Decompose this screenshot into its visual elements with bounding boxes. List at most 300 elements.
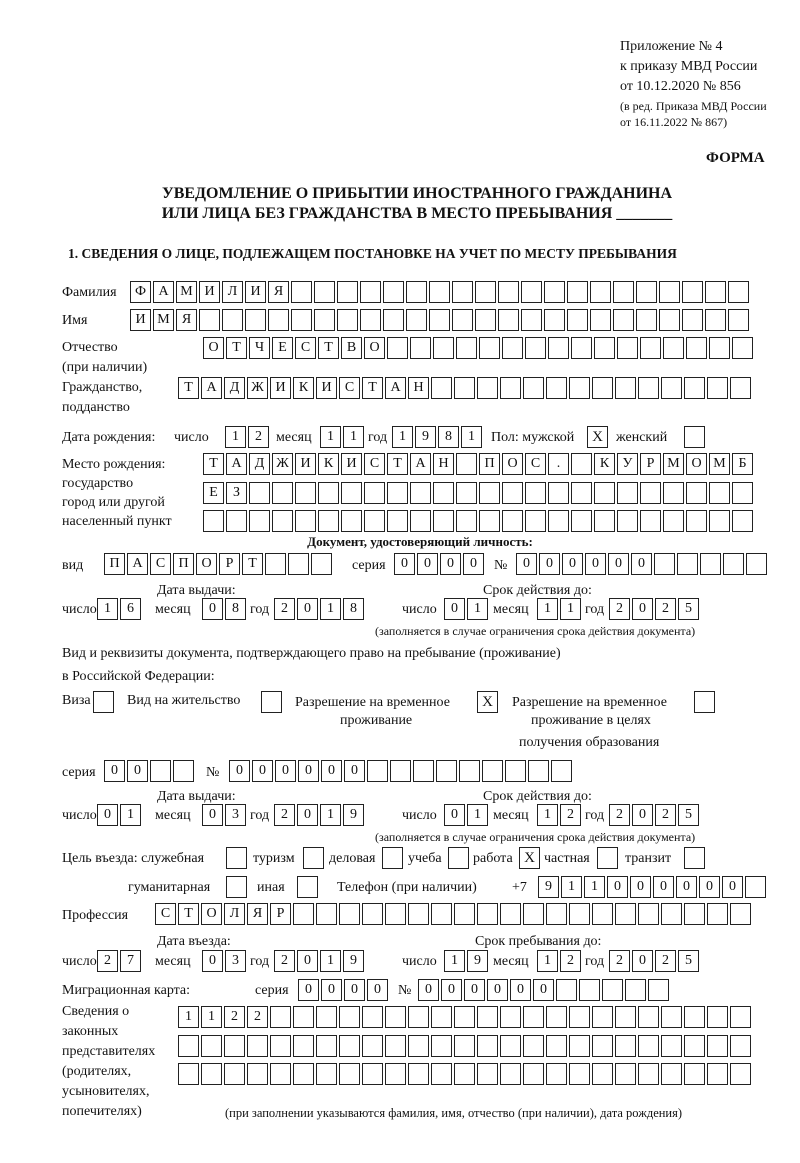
char-cell[interactable]: 0 [464, 979, 485, 1001]
char-cell[interactable]: П [173, 553, 194, 575]
char-cell[interactable]: 0 [699, 876, 720, 898]
char-cell[interactable] [521, 281, 542, 303]
char-cell[interactable] [707, 1035, 728, 1057]
char-cell[interactable] [410, 337, 431, 359]
char-cell[interactable]: С [155, 903, 176, 925]
surname-field[interactable] [130, 281, 751, 303]
purpose-other-checkbox[interactable] [297, 876, 318, 898]
char-cell[interactable]: 0 [533, 979, 554, 1001]
char-cell[interactable] [385, 903, 406, 925]
char-cell[interactable]: 1 [537, 598, 558, 620]
char-cell[interactable]: Ж [247, 377, 268, 399]
char-cell[interactable]: Д [224, 377, 245, 399]
char-cell[interactable]: Р [640, 453, 661, 475]
char-cell[interactable] [684, 1063, 705, 1085]
char-cell[interactable] [705, 309, 726, 331]
char-cell[interactable]: М [663, 453, 684, 475]
char-cell[interactable]: 0 [344, 760, 365, 782]
char-cell[interactable] [454, 1006, 475, 1028]
char-cell[interactable]: 2 [274, 598, 295, 620]
char-cell[interactable]: А [153, 281, 174, 303]
char-cell[interactable] [316, 1035, 337, 1057]
char-cell[interactable] [456, 482, 477, 504]
char-cell[interactable] [339, 1035, 360, 1057]
char-cell[interactable]: 0 [104, 760, 125, 782]
char-cell[interactable]: 1 [560, 598, 581, 620]
char-cell[interactable] [502, 337, 523, 359]
char-cell[interactable] [456, 337, 477, 359]
char-cell[interactable] [502, 510, 523, 532]
pob-row2-field[interactable] [203, 482, 755, 504]
doc-issue-month-field[interactable] [202, 598, 248, 620]
char-cell[interactable] [408, 903, 429, 925]
char-cell[interactable]: 2 [274, 950, 295, 972]
char-cell[interactable] [682, 309, 703, 331]
char-cell[interactable]: 1 [320, 950, 341, 972]
char-cell[interactable]: С [295, 337, 316, 359]
char-cell[interactable] [339, 1063, 360, 1085]
char-cell[interactable] [203, 510, 224, 532]
char-cell[interactable]: 0 [127, 760, 148, 782]
char-cell[interactable] [477, 1006, 498, 1028]
char-cell[interactable]: 0 [298, 979, 319, 1001]
char-cell[interactable]: 2 [655, 598, 676, 620]
char-cell[interactable] [709, 337, 730, 359]
patronymic-field[interactable] [203, 337, 755, 359]
char-cell[interactable]: 9 [343, 950, 364, 972]
char-cell[interactable]: 0 [298, 760, 319, 782]
char-cell[interactable] [454, 903, 475, 925]
char-cell[interactable] [224, 1035, 245, 1057]
char-cell[interactable] [571, 453, 592, 475]
char-cell[interactable] [360, 281, 381, 303]
char-cell[interactable] [387, 337, 408, 359]
char-cell[interactable] [648, 979, 669, 1001]
dob-year-field[interactable] [392, 426, 484, 448]
char-cell[interactable] [590, 309, 611, 331]
char-cell[interactable] [707, 1006, 728, 1028]
char-cell[interactable] [602, 979, 623, 1001]
char-cell[interactable]: 0 [676, 876, 697, 898]
char-cell[interactable]: 0 [202, 804, 223, 826]
char-cell[interactable] [268, 309, 289, 331]
char-cell[interactable] [730, 1035, 751, 1057]
char-cell[interactable] [686, 337, 707, 359]
char-cell[interactable] [505, 760, 526, 782]
char-cell[interactable] [385, 1063, 406, 1085]
char-cell[interactable] [638, 1035, 659, 1057]
residence-checkbox[interactable] [261, 691, 282, 713]
char-cell[interactable]: О [203, 337, 224, 359]
char-cell[interactable] [684, 377, 705, 399]
char-cell[interactable] [385, 1006, 406, 1028]
char-cell[interactable]: 1 [584, 876, 605, 898]
char-cell[interactable] [291, 281, 312, 303]
char-cell[interactable] [295, 482, 316, 504]
char-cell[interactable] [475, 281, 496, 303]
purpose-humanitarian-checkbox[interactable] [226, 876, 247, 898]
char-cell[interactable] [150, 760, 171, 782]
char-cell[interactable] [500, 903, 521, 925]
dob-day-field[interactable] [225, 426, 271, 448]
char-cell[interactable] [684, 1006, 705, 1028]
char-cell[interactable]: Л [222, 281, 243, 303]
char-cell[interactable]: 0 [394, 553, 415, 575]
char-cell[interactable] [433, 510, 454, 532]
purpose-tourism-checkbox[interactable] [303, 847, 324, 869]
char-cell[interactable] [431, 1063, 452, 1085]
char-cell[interactable] [270, 1063, 291, 1085]
char-cell[interactable] [316, 1063, 337, 1085]
dob-month-field[interactable] [320, 426, 366, 448]
char-cell[interactable] [594, 482, 615, 504]
char-cell[interactable]: 0 [463, 553, 484, 575]
char-cell[interactable] [454, 1063, 475, 1085]
char-cell[interactable]: 0 [321, 760, 342, 782]
char-cell[interactable] [452, 309, 473, 331]
reps-row3-field[interactable] [178, 1063, 753, 1085]
right-valid-day-field[interactable] [444, 804, 490, 826]
char-cell[interactable]: Н [408, 377, 429, 399]
entry-month-field[interactable] [202, 950, 248, 972]
char-cell[interactable] [705, 281, 726, 303]
char-cell[interactable]: С [150, 553, 171, 575]
char-cell[interactable] [272, 482, 293, 504]
char-cell[interactable] [364, 482, 385, 504]
char-cell[interactable]: К [293, 377, 314, 399]
stay-day-field[interactable] [444, 950, 490, 972]
char-cell[interactable] [431, 377, 452, 399]
char-cell[interactable] [502, 482, 523, 504]
char-cell[interactable]: М [176, 281, 197, 303]
char-cell[interactable] [556, 979, 577, 1001]
char-cell[interactable]: 2 [560, 804, 581, 826]
char-cell[interactable]: 1 [444, 950, 465, 972]
char-cell[interactable] [617, 482, 638, 504]
char-cell[interactable] [293, 903, 314, 925]
char-cell[interactable] [638, 1063, 659, 1085]
char-cell[interactable] [249, 482, 270, 504]
char-cell[interactable]: Т [242, 553, 263, 575]
char-cell[interactable]: 5 [678, 598, 699, 620]
char-cell[interactable] [247, 1035, 268, 1057]
char-cell[interactable]: 0 [97, 804, 118, 826]
char-cell[interactable] [406, 309, 427, 331]
char-cell[interactable] [613, 309, 634, 331]
char-cell[interactable] [615, 1006, 636, 1028]
char-cell[interactable]: О [686, 453, 707, 475]
stay-month-field[interactable] [537, 950, 583, 972]
char-cell[interactable]: 0 [653, 876, 674, 898]
pob-row1-field[interactable] [203, 453, 755, 475]
doc-valid-month-field[interactable] [537, 598, 583, 620]
visa-checkbox[interactable] [93, 691, 114, 713]
doc-issue-year-field[interactable] [274, 598, 366, 620]
char-cell[interactable]: Д [249, 453, 270, 475]
char-cell[interactable]: . [548, 453, 569, 475]
char-cell[interactable] [265, 553, 286, 575]
char-cell[interactable] [311, 553, 332, 575]
char-cell[interactable] [677, 553, 698, 575]
char-cell[interactable]: 0 [539, 553, 560, 575]
doc-number-field[interactable] [516, 553, 769, 575]
char-cell[interactable] [638, 1006, 659, 1028]
char-cell[interactable]: 1 [392, 426, 413, 448]
doc-issue-day-field[interactable] [97, 598, 143, 620]
char-cell[interactable]: О [364, 337, 385, 359]
char-cell[interactable] [270, 1006, 291, 1028]
char-cell[interactable]: 0 [418, 979, 439, 1001]
char-cell[interactable] [709, 510, 730, 532]
char-cell[interactable] [682, 281, 703, 303]
char-cell[interactable]: М [153, 309, 174, 331]
char-cell[interactable] [732, 482, 753, 504]
purpose-business-checkbox[interactable] [382, 847, 403, 869]
char-cell[interactable]: 9 [467, 950, 488, 972]
char-cell[interactable] [477, 1063, 498, 1085]
char-cell[interactable]: О [502, 453, 523, 475]
char-cell[interactable] [728, 281, 749, 303]
char-cell[interactable] [661, 1035, 682, 1057]
char-cell[interactable]: 1 [320, 804, 341, 826]
char-cell[interactable]: 0 [252, 760, 273, 782]
char-cell[interactable]: 2 [655, 950, 676, 972]
entry-day-field[interactable] [97, 950, 143, 972]
char-cell[interactable] [569, 1063, 590, 1085]
char-cell[interactable] [408, 1063, 429, 1085]
char-cell[interactable] [454, 377, 475, 399]
char-cell[interactable]: 2 [609, 598, 630, 620]
char-cell[interactable]: Я [247, 903, 268, 925]
char-cell[interactable] [270, 1035, 291, 1057]
char-cell[interactable]: А [201, 377, 222, 399]
char-cell[interactable] [707, 903, 728, 925]
doc-kind-field[interactable] [104, 553, 334, 575]
char-cell[interactable]: Р [219, 553, 240, 575]
char-cell[interactable]: М [709, 453, 730, 475]
char-cell[interactable] [456, 510, 477, 532]
char-cell[interactable]: Я [176, 309, 197, 331]
char-cell[interactable]: 2 [224, 1006, 245, 1028]
char-cell[interactable]: Т [362, 377, 383, 399]
char-cell[interactable] [500, 1006, 521, 1028]
char-cell[interactable]: 1 [537, 804, 558, 826]
char-cell[interactable]: 1 [178, 1006, 199, 1028]
char-cell[interactable] [525, 482, 546, 504]
char-cell[interactable]: 3 [225, 804, 246, 826]
char-cell[interactable]: 0 [367, 979, 388, 1001]
char-cell[interactable] [707, 1063, 728, 1085]
char-cell[interactable] [201, 1063, 222, 1085]
char-cell[interactable]: 9 [343, 804, 364, 826]
char-cell[interactable] [433, 337, 454, 359]
char-cell[interactable] [654, 553, 675, 575]
char-cell[interactable] [686, 482, 707, 504]
char-cell[interactable] [638, 903, 659, 925]
char-cell[interactable] [732, 510, 753, 532]
char-cell[interactable]: С [525, 453, 546, 475]
char-cell[interactable] [479, 510, 500, 532]
char-cell[interactable] [709, 482, 730, 504]
char-cell[interactable]: А [410, 453, 431, 475]
char-cell[interactable] [431, 903, 452, 925]
char-cell[interactable] [548, 510, 569, 532]
char-cell[interactable] [730, 377, 751, 399]
char-cell[interactable]: 1 [97, 598, 118, 620]
char-cell[interactable]: 0 [297, 804, 318, 826]
char-cell[interactable]: 9 [538, 876, 559, 898]
char-cell[interactable] [567, 281, 588, 303]
char-cell[interactable]: И [316, 377, 337, 399]
char-cell[interactable] [477, 903, 498, 925]
char-cell[interactable] [659, 309, 680, 331]
char-cell[interactable] [362, 903, 383, 925]
char-cell[interactable]: 8 [438, 426, 459, 448]
char-cell[interactable]: И [295, 453, 316, 475]
char-cell[interactable]: А [226, 453, 247, 475]
char-cell[interactable]: Т [203, 453, 224, 475]
char-cell[interactable] [316, 1006, 337, 1028]
char-cell[interactable] [362, 1063, 383, 1085]
reps-row1-field[interactable] [178, 1006, 753, 1028]
char-cell[interactable]: Т [178, 903, 199, 925]
purpose-transit-checkbox[interactable] [684, 847, 705, 869]
char-cell[interactable]: И [270, 377, 291, 399]
char-cell[interactable]: 1 [225, 426, 246, 448]
char-cell[interactable] [615, 903, 636, 925]
char-cell[interactable] [579, 979, 600, 1001]
char-cell[interactable] [528, 760, 549, 782]
char-cell[interactable] [613, 281, 634, 303]
char-cell[interactable]: 5 [678, 950, 699, 972]
char-cell[interactable]: 2 [609, 804, 630, 826]
sex-male-checkbox[interactable]: X [587, 426, 608, 448]
char-cell[interactable]: 0 [608, 553, 629, 575]
char-cell[interactable]: 0 [630, 876, 651, 898]
char-cell[interactable] [746, 553, 767, 575]
char-cell[interactable] [661, 377, 682, 399]
char-cell[interactable]: 0 [275, 760, 296, 782]
char-cell[interactable] [498, 281, 519, 303]
char-cell[interactable] [178, 1063, 199, 1085]
purpose-study-checkbox[interactable] [448, 847, 469, 869]
char-cell[interactable] [249, 510, 270, 532]
char-cell[interactable] [341, 510, 362, 532]
char-cell[interactable] [482, 760, 503, 782]
char-cell[interactable]: 8 [225, 598, 246, 620]
char-cell[interactable]: Л [224, 903, 245, 925]
char-cell[interactable]: З [226, 482, 247, 504]
char-cell[interactable]: 2 [609, 950, 630, 972]
phone-field[interactable] [538, 876, 768, 898]
char-cell[interactable] [661, 903, 682, 925]
char-cell[interactable]: И [199, 281, 220, 303]
char-cell[interactable]: 0 [229, 760, 250, 782]
char-cell[interactable]: 2 [247, 1006, 268, 1028]
char-cell[interactable] [316, 903, 337, 925]
char-cell[interactable]: И [130, 309, 151, 331]
doc-series-field[interactable] [394, 553, 486, 575]
char-cell[interactable] [525, 510, 546, 532]
char-cell[interactable]: Е [272, 337, 293, 359]
char-cell[interactable]: 0 [202, 950, 223, 972]
char-cell[interactable] [293, 1063, 314, 1085]
char-cell[interactable] [413, 760, 434, 782]
right-series-field[interactable] [104, 760, 196, 782]
char-cell[interactable]: 8 [343, 598, 364, 620]
char-cell[interactable]: Т [178, 377, 199, 399]
pob-row3-field[interactable] [203, 510, 755, 532]
char-cell[interactable] [661, 1063, 682, 1085]
char-cell[interactable]: С [364, 453, 385, 475]
char-cell[interactable] [456, 453, 477, 475]
right-valid-month-field[interactable] [537, 804, 583, 826]
char-cell[interactable] [247, 1063, 268, 1085]
char-cell[interactable]: П [104, 553, 125, 575]
char-cell[interactable] [523, 1006, 544, 1028]
char-cell[interactable]: Ч [249, 337, 270, 359]
char-cell[interactable] [521, 309, 542, 331]
char-cell[interactable] [477, 377, 498, 399]
char-cell[interactable] [625, 979, 646, 1001]
char-cell[interactable] [617, 510, 638, 532]
char-cell[interactable] [615, 377, 636, 399]
char-cell[interactable] [479, 482, 500, 504]
char-cell[interactable] [546, 903, 567, 925]
char-cell[interactable]: Т [226, 337, 247, 359]
char-cell[interactable] [730, 903, 751, 925]
char-cell[interactable]: 1 [343, 426, 364, 448]
char-cell[interactable] [410, 510, 431, 532]
citizenship-field[interactable] [178, 377, 753, 399]
char-cell[interactable] [362, 1035, 383, 1057]
char-cell[interactable] [594, 510, 615, 532]
char-cell[interactable]: 2 [560, 950, 581, 972]
purpose-private-checkbox[interactable] [597, 847, 618, 869]
char-cell[interactable] [408, 1006, 429, 1028]
char-cell[interactable]: 0 [607, 876, 628, 898]
char-cell[interactable]: 1 [467, 804, 488, 826]
char-cell[interactable] [459, 760, 480, 782]
char-cell[interactable]: 0 [441, 979, 462, 1001]
char-cell[interactable]: К [318, 453, 339, 475]
char-cell[interactable] [436, 760, 457, 782]
char-cell[interactable]: 0 [202, 598, 223, 620]
char-cell[interactable] [638, 377, 659, 399]
reps-row2-field[interactable] [178, 1035, 753, 1057]
right-issue-day-field[interactable] [97, 804, 143, 826]
char-cell[interactable]: 5 [678, 804, 699, 826]
char-cell[interactable] [636, 281, 657, 303]
char-cell[interactable] [293, 1006, 314, 1028]
char-cell[interactable] [707, 377, 728, 399]
char-cell[interactable]: Я [268, 281, 289, 303]
char-cell[interactable] [592, 903, 613, 925]
char-cell[interactable] [544, 281, 565, 303]
char-cell[interactable] [732, 337, 753, 359]
char-cell[interactable]: 1 [461, 426, 482, 448]
char-cell[interactable] [406, 281, 427, 303]
char-cell[interactable] [730, 1063, 751, 1085]
purpose-official-checkbox[interactable] [226, 847, 247, 869]
entry-year-field[interactable] [274, 950, 366, 972]
char-cell[interactable] [429, 309, 450, 331]
char-cell[interactable]: 0 [510, 979, 531, 1001]
char-cell[interactable] [410, 482, 431, 504]
char-cell[interactable]: У [617, 453, 638, 475]
char-cell[interactable] [337, 281, 358, 303]
char-cell[interactable] [385, 1035, 406, 1057]
